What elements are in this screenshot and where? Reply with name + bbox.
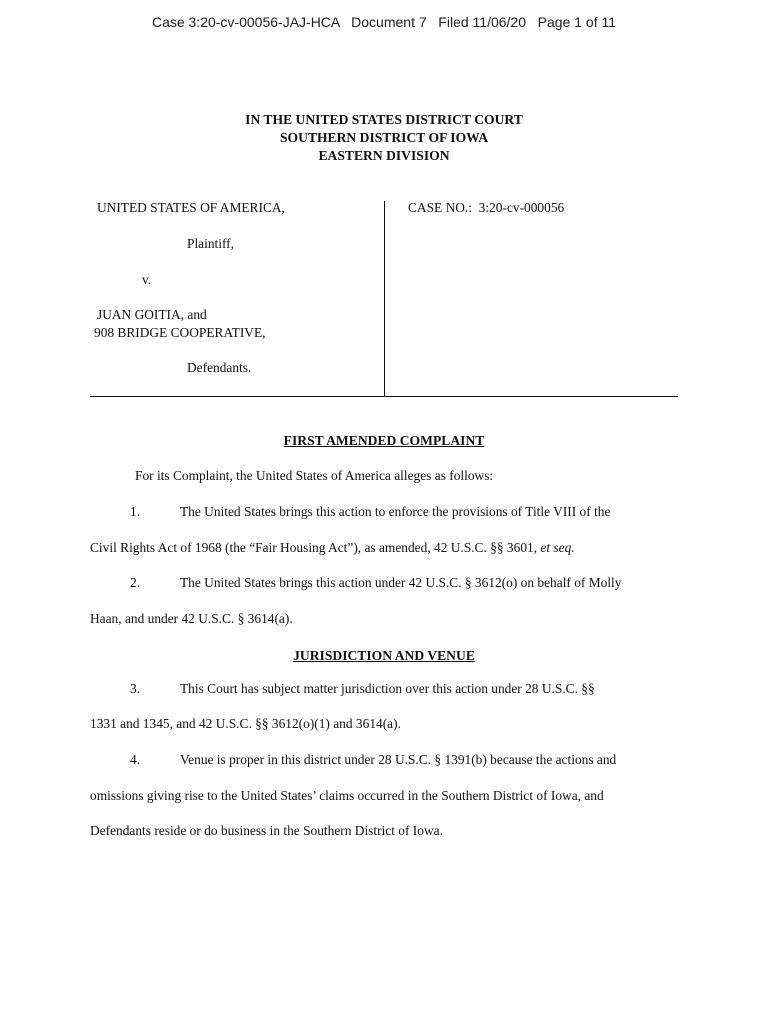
defendant-1: JUAN GOITIA, and xyxy=(97,307,207,322)
intro-text: For its Complaint, the United States of America alleges as follows: xyxy=(135,468,494,483)
paragraph-number-3: 3. xyxy=(130,681,141,696)
paragraph-1-text: Civil Rights Act of 1968 (the “Fair Housing Act”), as amended, 42 U.S.C. §§ 3601, xyxy=(90,540,538,555)
filing-header: Case 3:20-cv-00056-JAJ-HCA Document 7 Filed 11/06/20 Page 1 of 11 xyxy=(151,14,617,30)
paragraph-1-line-2 xyxy=(90,540,575,556)
section-heading-jurisdiction: JURISDICTION AND VENUE xyxy=(293,648,475,663)
versus-label: v. xyxy=(142,272,152,287)
plaintiff-name: UNITED STATES OF AMERICA, xyxy=(97,200,285,215)
et-seq-italic: et seq. xyxy=(540,540,575,555)
case-number: CASE NO.: 3:20-cv-000056 xyxy=(408,200,565,215)
paragraph-4-line-3: Defendants reside or do business in the Southern District of Iowa. xyxy=(90,823,443,838)
caption-divider-vertical xyxy=(384,201,385,396)
defendant-role: Defendants. xyxy=(187,360,252,375)
paragraph-3-line-2: 1331 and 1345, and 42 U.S.C. §§ 3612(o)(1) and 3614(a). xyxy=(90,716,401,731)
paragraph-2-line-2: Haan, and under 42 U.S.C. § 3614(a). xyxy=(90,611,293,626)
defendant-2: 908 BRIDGE COOPERATIVE, xyxy=(94,325,266,340)
paragraph-number-2: 2. xyxy=(130,575,141,590)
paragraph-4-line-1: Venue is proper in this district under 28 U.S.C. § 1391(b) because the actions and xyxy=(180,752,617,767)
court-line-1: IN THE UNITED STATES DISTRICT COURT xyxy=(245,112,523,127)
caption-divider-horizontal xyxy=(90,396,678,397)
court-line-3: EASTERN DIVISION xyxy=(318,148,450,163)
paragraph-3-line-1: This Court has subject matter jurisdiction over this action under 28 U.S.C. §§ xyxy=(180,681,595,696)
plaintiff-role: Plaintiff, xyxy=(187,236,234,251)
court-line-2: SOUTHERN DISTRICT OF IOWA xyxy=(279,130,489,145)
paragraph-4-line-2: omissions giving rise to the United States’ claims occurred in the Southern District of Iowa, and xyxy=(90,788,604,803)
paragraph-number-1: 1. xyxy=(130,504,141,519)
paragraph-1-line-1: The United States brings this action to enforce the provisions of Title VIII of the xyxy=(180,504,611,519)
paragraph-2-line-1: The United States brings this action under 42 U.S.C. § 3612(o) on behalf of Molly xyxy=(180,575,622,590)
court-name-block xyxy=(0,111,768,165)
document-title: FIRST AMENDED COMPLAINT xyxy=(283,433,485,448)
paragraph-number-4: 4. xyxy=(130,752,141,767)
